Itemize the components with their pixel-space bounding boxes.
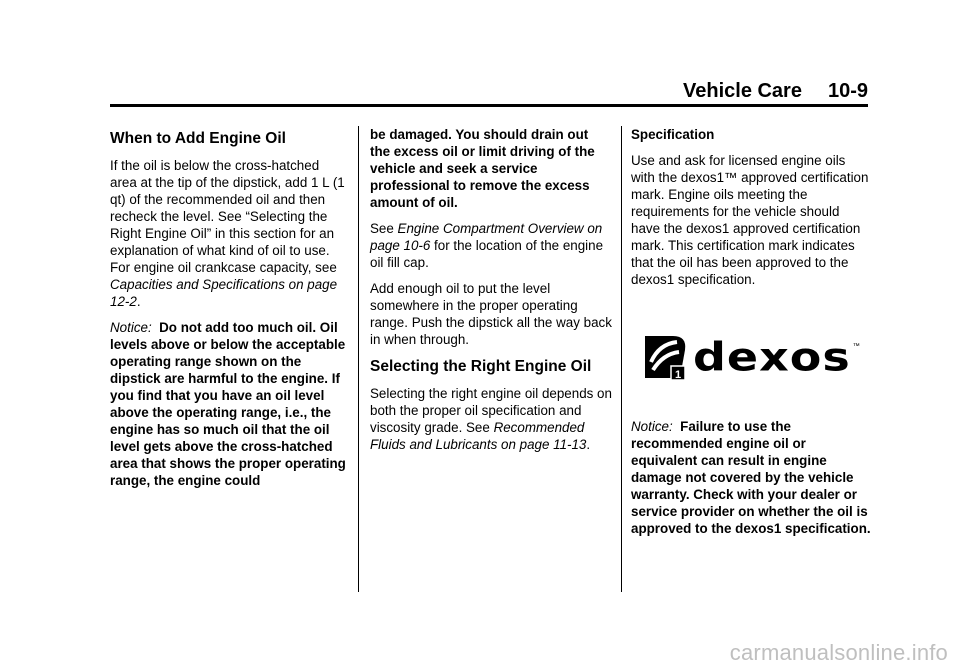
dexos-emblem-icon: [641, 332, 689, 382]
notice-block-2: [631, 418, 871, 537]
paragraph-see-compartment: [370, 220, 612, 271]
specification-text: Use and ask for licensed engine oils with the dexos1™ approved certification mark. Engine oils meeting the requirements for the vehicle should have the dexos1 approved certification mark. This certification mark indicates that the oil has been approved to the dexos1 specification.: [631, 153, 869, 287]
notice-text: Failure to use the recommended engine oil or equivalent can result in engine damage not covered by the vehicle warranty. Check with your dealer or service provider on whether the oil is approved to the dexos1 specification.: [631, 419, 871, 536]
notice-continued: be damaged. You should drain out the excess oil or limit driving of the vehicle and seek a service professional to remove the excess amount of oil.: [370, 127, 595, 210]
logo-badge: 1: [674, 369, 682, 381]
column-divider: [358, 126, 359, 592]
notice-label: Notice:: [110, 320, 152, 335]
paragraph-text: If the oil is below the cross-hatched area at the tip of the dipstick, add 1 L (1 qt) of the recommended oil and then recheck the level. See “Selecting the Right Engine Oil” in this section for an explanation of what kind of oil to use. For engine oil crankcase capacity, see: [110, 158, 345, 275]
column-2: [370, 126, 612, 462]
paragraph-end: .: [136, 294, 141, 309]
watermark: carmanualsonline.info: [729, 640, 948, 665]
dexos-logo: [641, 332, 871, 382]
logo-trademark: ™: [852, 343, 860, 350]
selecting-text: Selecting the right engine oil depends on both the proper oil specification and viscosity grade. See: [370, 386, 612, 435]
notice-text: Do not add too much oil. Oil levels above or below the acceptable operating range shown on the dipstick are harmful to the engine. If you find that you have an oil level above the operating range, i.e., the engine has so much oil that the oil level gets above the cross-hatched area that shows the proper operating range, the engine could: [110, 320, 346, 488]
logo-wordmark: dexos: [693, 334, 851, 380]
link-engine-compartment[interactable]: Engine Compartment Overview on page 10-6: [370, 221, 603, 253]
page-header: [683, 80, 868, 103]
paragraph-selecting: [370, 385, 612, 453]
see-suffix: for the location of the engine oil fill cap.: [370, 238, 604, 270]
notice-block: [110, 319, 348, 489]
notice-label: Notice:: [631, 419, 673, 434]
link-recommended-fluids[interactable]: Recommended Fluids and Lubricants on page 11-13: [370, 420, 587, 452]
heading-selecting-oil: Selecting the Right Engine Oil: [370, 358, 592, 375]
heading-when-to-add-oil: When to Add Engine Oil: [110, 130, 286, 147]
link-capacities[interactable]: Capacities and Specifications on page 12-2: [110, 277, 338, 309]
paragraph-add-enough: Add enough oil to put the level somewhere in the proper operating range. Push the dipstick all the way back in when through.: [370, 281, 612, 347]
section-title: Vehicle Care: [683, 80, 802, 102]
specification-title: Specification: [631, 127, 715, 142]
column-1: [110, 126, 348, 498]
selecting-end: .: [586, 437, 591, 452]
column-3: [631, 126, 871, 546]
page-number: 10-9: [827, 80, 868, 102]
see-prefix: See: [370, 221, 398, 236]
column-divider: [621, 126, 622, 592]
header-rule: [110, 104, 868, 107]
paragraph-add-oil: [110, 157, 348, 310]
